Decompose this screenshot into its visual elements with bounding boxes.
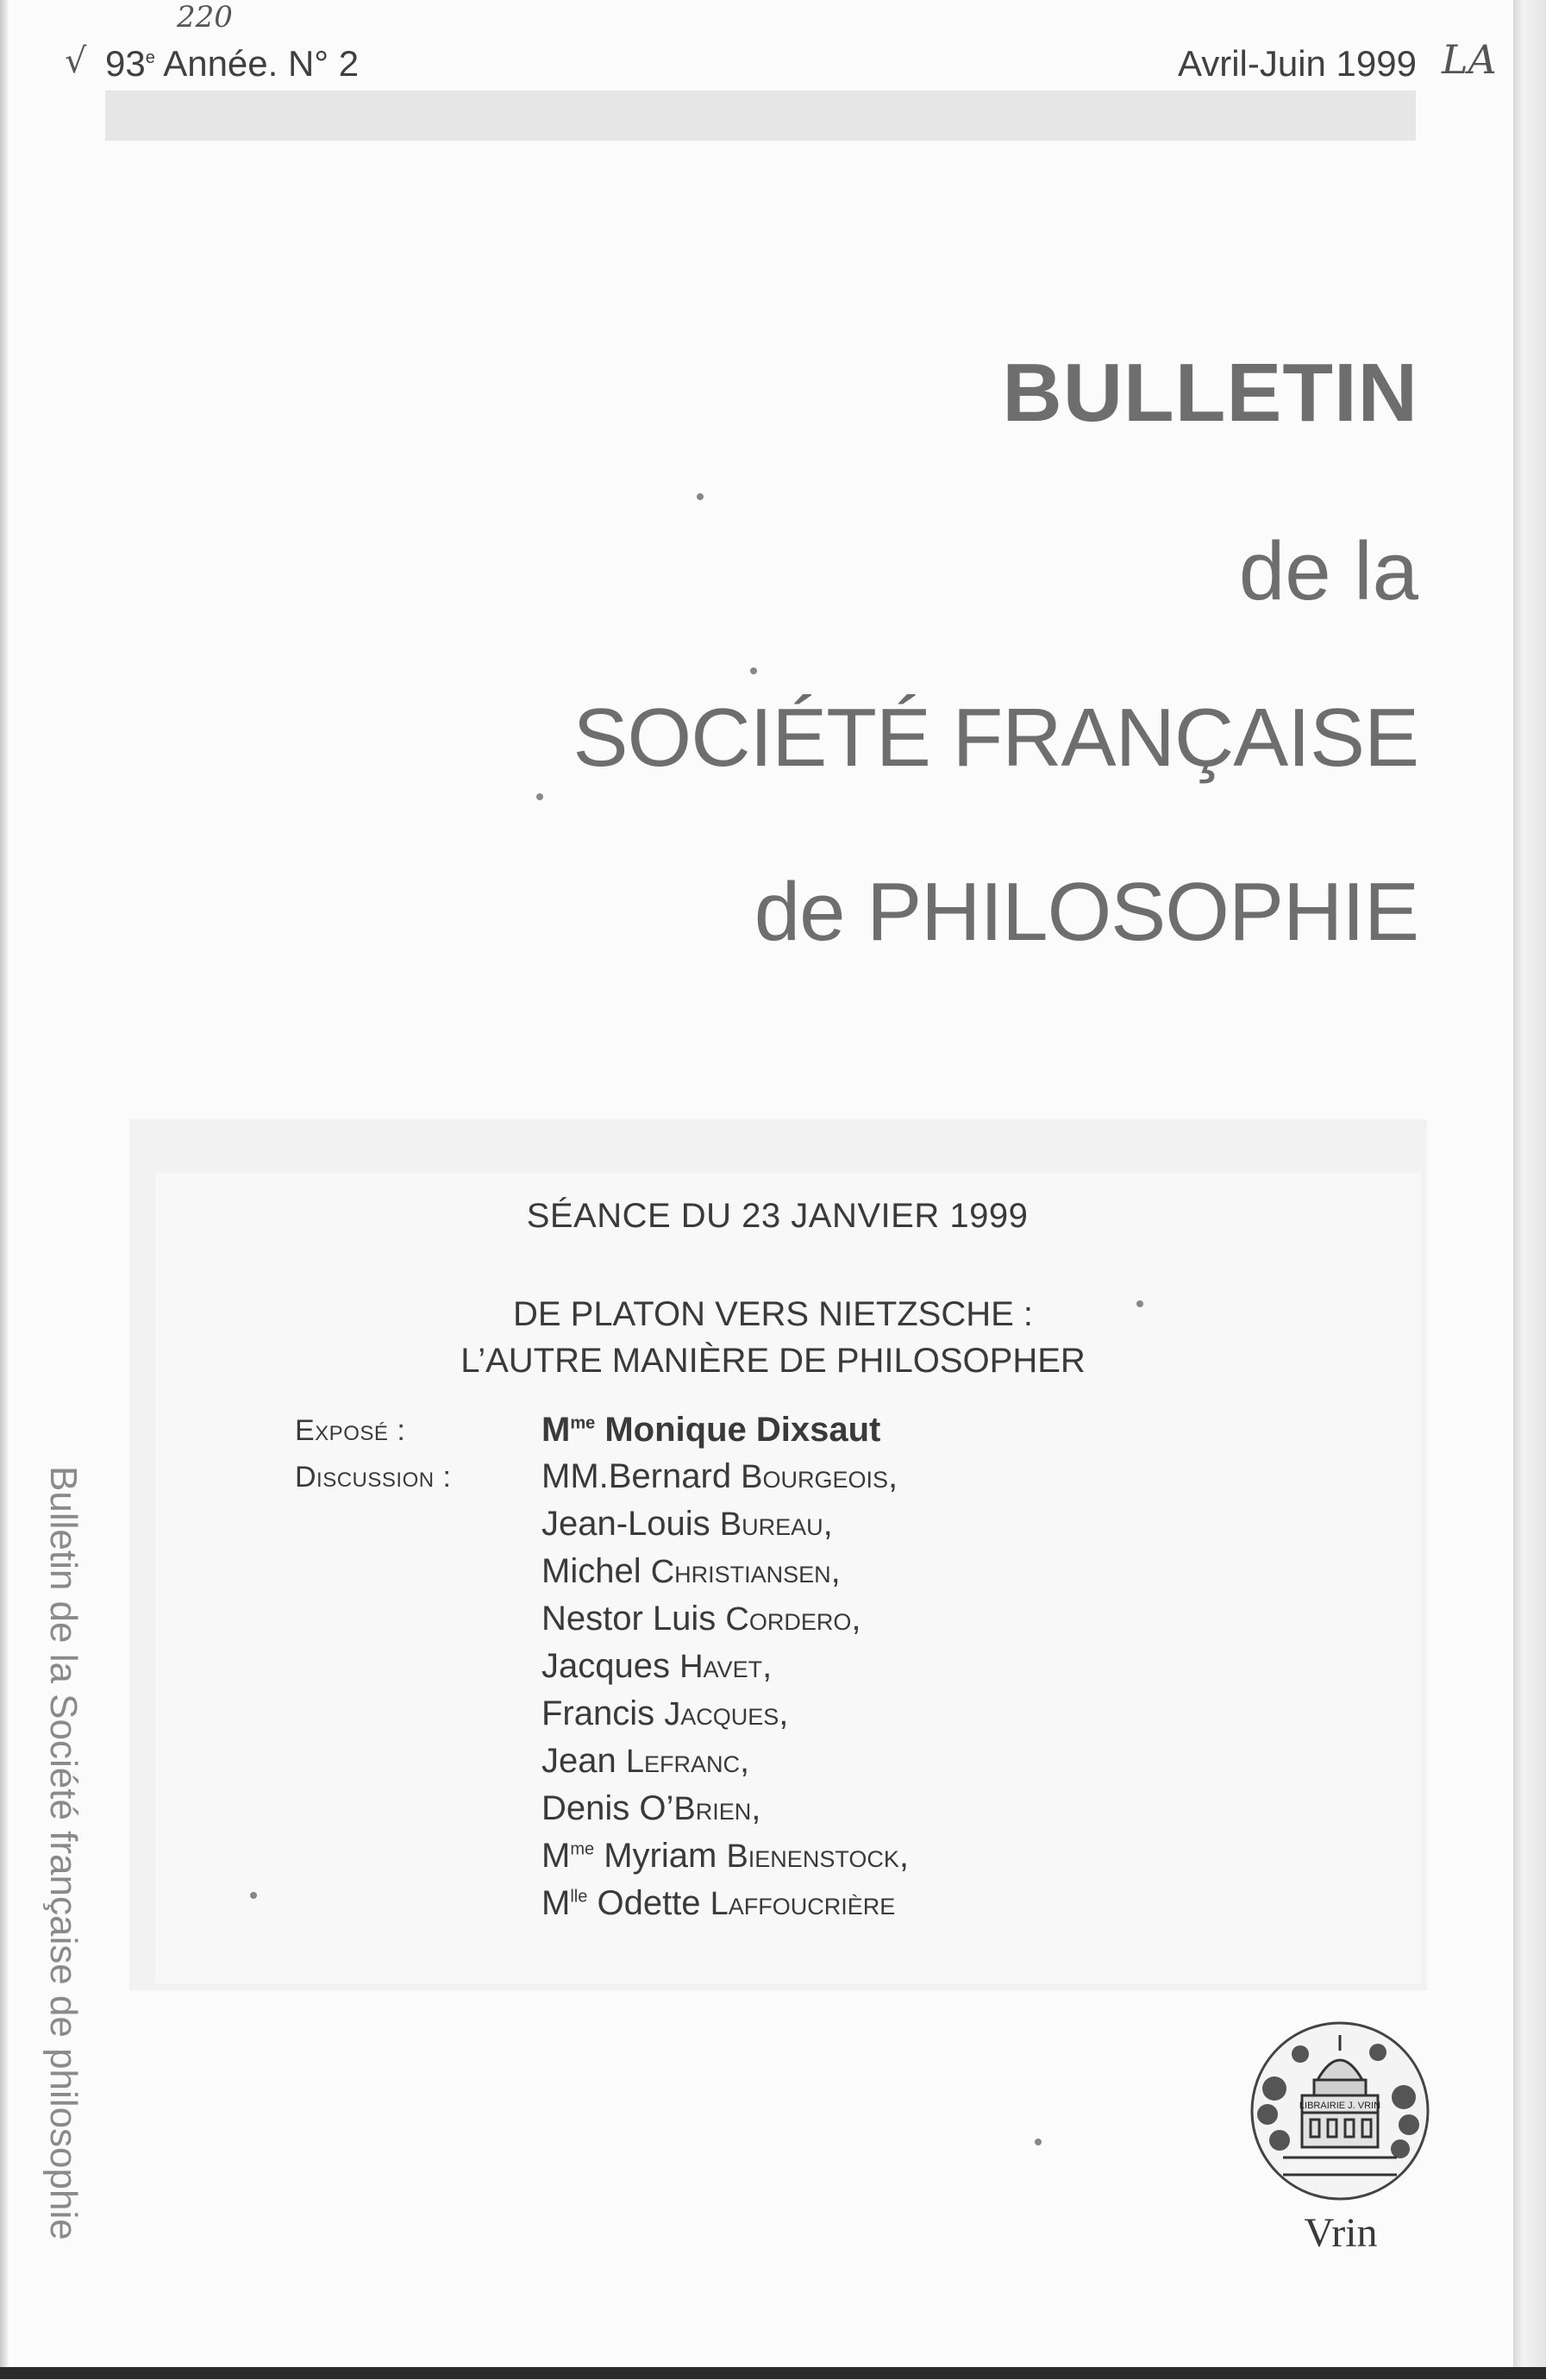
speaker	[541, 1411, 880, 1450]
session-topic-line1: DE PLATON VERS NIETZSCHE :	[512, 1295, 1034, 1333]
discussant-title-sup: lle	[570, 1887, 588, 1907]
speaker-title-sup: me	[570, 1413, 596, 1433]
discussant	[541, 1884, 895, 1923]
discussant-given: Francis	[541, 1694, 665, 1732]
discussant-surname: Christiansen	[650, 1554, 831, 1590]
title-bulletin: BULLETIN	[1002, 347, 1418, 439]
discussant	[541, 1742, 749, 1781]
discussant-surname: Havet	[679, 1649, 763, 1685]
discussant-title-sup: me	[570, 1839, 595, 1859]
discussant-given: Michel	[541, 1552, 651, 1590]
discussant-given: Jacques	[541, 1647, 680, 1685]
spine-title: Bulletin de la Société française de philosophie	[42, 1466, 84, 2240]
discussant-comma: ,	[830, 1552, 841, 1590]
issue-date: Avril-Juin 1999	[1177, 43, 1417, 84]
discussant-given: Myriam	[594, 1837, 727, 1875]
discussant-given: Jean-Louis	[541, 1505, 720, 1543]
discussant-surname: Jacques	[664, 1696, 779, 1732]
spine-shadow	[0, 0, 9, 2367]
discussant-surname: Bienenstock	[726, 1838, 899, 1875]
discussant-comma: ,	[779, 1694, 789, 1732]
header-bar	[105, 91, 1416, 141]
discussant-comma: ,	[823, 1505, 833, 1543]
paper-speck	[1136, 1300, 1143, 1307]
paper-speck	[536, 793, 543, 800]
discussant-given: Odette	[587, 1884, 710, 1922]
page-edge-right	[1513, 0, 1546, 2379]
discussant	[541, 1837, 909, 1876]
session-date	[0, 1197, 1546, 1236]
page-edge-bottom	[0, 2367, 1546, 2379]
issue-volume: 93	[105, 43, 146, 84]
title-de-philosophie: de PHILOSOPHIE	[754, 866, 1418, 958]
paper-speck	[1035, 2139, 1042, 2145]
discussant	[541, 1552, 841, 1591]
title-societe-francaise: SOCIÉTÉ FRANÇAISE	[573, 692, 1418, 784]
speaker-title: M	[541, 1411, 571, 1449]
discussant-given: Denis O’	[541, 1789, 674, 1827]
discussant	[541, 1457, 898, 1496]
discussant-comma: ,	[851, 1600, 861, 1638]
expose-label: Exposé :	[295, 1414, 406, 1447]
discussion-label: Discussion :	[295, 1461, 452, 1494]
issue-suffix: Année. N° 2	[154, 43, 360, 84]
speaker-name: Monique Dixsaut	[595, 1411, 881, 1449]
discussant-comma: ,	[888, 1457, 898, 1495]
discussant	[541, 1600, 861, 1638]
discussant	[541, 1505, 833, 1544]
logo-caption: LIBRAIRIE J. VRIN	[1299, 2101, 1381, 2111]
discussant-surname: Bureau	[719, 1506, 823, 1543]
publisher-logo	[1249, 2020, 1431, 2202]
discussant-comma: ,	[751, 1789, 761, 1827]
session-topic-line2: L’AUTRE MANIÈRE DE PHILOSOPHER	[460, 1342, 1086, 1380]
session-date-text: SÉANCE DU 23 JANVIER 1999	[526, 1197, 1029, 1235]
publisher-name: Vrin	[1304, 2210, 1378, 2256]
discussant-given: Nestor Luis	[541, 1600, 726, 1638]
discussant-comma: ,	[762, 1647, 773, 1685]
title-de-la: de la	[1238, 525, 1418, 617]
discussant-given: MM.Bernard	[541, 1457, 742, 1495]
discussant-title: M	[541, 1837, 571, 1875]
handwritten-initials: LA	[1442, 36, 1497, 83]
issue-number	[105, 43, 359, 85]
discussant	[541, 1789, 760, 1828]
discussant-surname: Laffoucrière	[710, 1886, 896, 1922]
handwritten-number: 220	[177, 0, 233, 34]
handwritten-checkmark: √	[65, 41, 87, 81]
discussant-given: Jean	[541, 1742, 626, 1780]
discussant-surname: Bourgeois	[741, 1459, 889, 1495]
discussant-title: M	[541, 1884, 571, 1922]
paper-speck	[750, 667, 757, 674]
discussant	[541, 1647, 772, 1686]
paper-speck	[697, 493, 704, 500]
discussant	[541, 1694, 788, 1733]
issue-volume-sup: e	[145, 48, 155, 67]
discussant-surname: Cordero	[725, 1601, 852, 1638]
discussant-surname: Brien	[673, 1791, 752, 1827]
discussant-surname: Lefranc	[625, 1744, 740, 1780]
discussant-comma: ,	[898, 1837, 909, 1875]
paper-speck	[250, 1892, 257, 1899]
discussant-comma: ,	[740, 1742, 750, 1780]
